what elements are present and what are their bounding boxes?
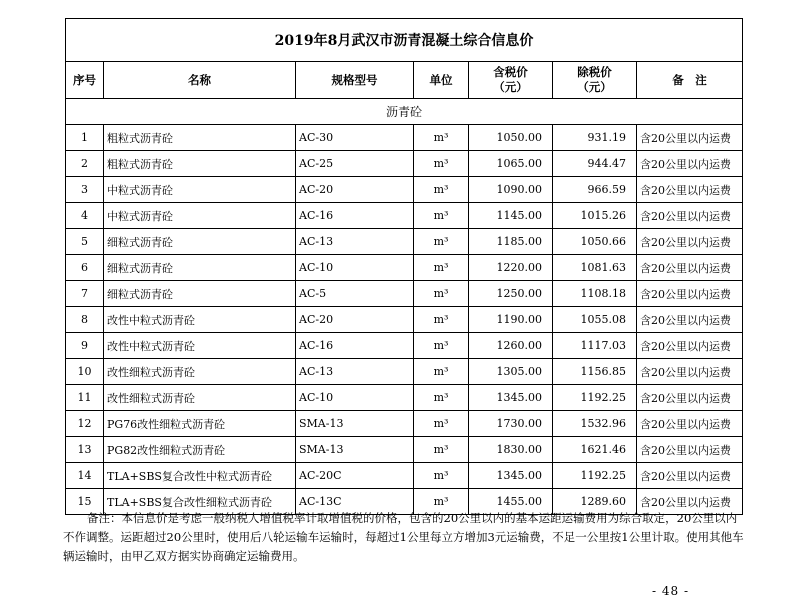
cell-tax-price: 1345.00 [469,385,553,411]
cell-name: 粗粒式沥青砼 [104,125,296,151]
table-row [66,177,743,203]
table-row [66,255,743,281]
cell-pretax-price: 1081.63 [553,255,637,281]
header-tax-price-line2: （元） [493,80,528,94]
header-spec: 规格型号 [296,62,414,99]
cell-pretax-price: 944.47 [553,151,637,177]
cell-no: 15 [66,489,104,515]
cell-remark: 含20公里以内运费 [637,307,743,333]
cell-unit: m³ [414,203,469,229]
category-label: 沥青砼 [66,99,743,125]
cell-spec: SMA-13 [296,437,414,463]
cell-tax-price: 1090.00 [469,177,553,203]
cell-remark: 含20公里以内运费 [637,385,743,411]
cell-name: 改性细粒式沥青砼 [104,359,296,385]
cell-name: PG76改性细粒式沥青砼 [104,411,296,437]
cell-unit: m³ [414,333,469,359]
table-body [66,125,743,515]
cell-no: 7 [66,281,104,307]
cell-pretax-price: 1621.46 [553,437,637,463]
cell-tax-price: 1250.00 [469,281,553,307]
cell-tax-price: 1305.00 [469,359,553,385]
cell-spec: AC-25 [296,151,414,177]
cell-spec: AC-13 [296,229,414,255]
cell-unit: m³ [414,281,469,307]
cell-tax-price: 1830.00 [469,437,553,463]
cell-spec: AC-13 [296,359,414,385]
cell-no: 13 [66,437,104,463]
cell-unit: m³ [414,229,469,255]
cell-pretax-price: 1015.26 [553,203,637,229]
cell-remark: 含20公里以内运费 [637,229,743,255]
cell-spec: AC-10 [296,385,414,411]
cell-remark: 含20公里以内运费 [637,203,743,229]
header-pretax-price-line1: 除税价 [577,65,612,79]
cell-name: 中粒式沥青砼 [104,203,296,229]
cell-spec: AC-20 [296,177,414,203]
cell-spec: AC-10 [296,255,414,281]
header-tax-price [469,62,553,99]
cell-remark: 含20公里以内运费 [637,281,743,307]
cell-remark: 含20公里以内运费 [637,255,743,281]
table-row [66,203,743,229]
cell-spec: AC-13C [296,489,414,515]
header-no: 序号 [66,62,104,99]
cell-pretax-price: 1055.08 [553,307,637,333]
header-remark: 备 注 [637,62,743,99]
header-tax-price-line1: 含税价 [493,65,528,79]
cell-name: 细粒式沥青砼 [104,255,296,281]
cell-no: 14 [66,463,104,489]
cell-unit: m³ [414,307,469,333]
cell-name: TLA+SBS复合改性中粒式沥青砼 [104,463,296,489]
cell-no: 11 [66,385,104,411]
cell-pretax-price: 1108.18 [553,281,637,307]
cell-no: 5 [66,229,104,255]
table-row [66,229,743,255]
cell-name: 改性中粒式沥青砼 [104,307,296,333]
cell-tax-price: 1145.00 [469,203,553,229]
header-pretax-price-line2: （元） [577,80,612,94]
cell-pretax-price: 1289.60 [553,489,637,515]
cell-remark: 含20公里以内运费 [637,151,743,177]
cell-remark: 含20公里以内运费 [637,411,743,437]
cell-pretax-price: 1156.85 [553,359,637,385]
cell-remark: 含20公里以内运费 [637,489,743,515]
table-row [66,333,743,359]
cell-unit: m³ [414,177,469,203]
cell-remark: 含20公里以内运费 [637,437,743,463]
cell-name: 粗粒式沥青砼 [104,151,296,177]
cell-pretax-price: 1050.66 [553,229,637,255]
cell-spec: AC-20 [296,307,414,333]
cell-unit: m³ [414,151,469,177]
price-table [65,18,743,515]
cell-name: 细粒式沥青砼 [104,229,296,255]
cell-no: 8 [66,307,104,333]
table-row [66,411,743,437]
cell-remark: 含20公里以内运费 [637,359,743,385]
cell-pretax-price: 931.19 [553,125,637,151]
table-row [66,125,743,151]
cell-no: 12 [66,411,104,437]
cell-spec: AC-30 [296,125,414,151]
cell-name: 改性中粒式沥青砼 [104,333,296,359]
cell-no: 1 [66,125,104,151]
cell-tax-price: 1190.00 [469,307,553,333]
footnote: 备注：本信息价是考虑一般纳税人增值税率计取增值税的价格，包含的20公里以内的基本运距运输费用为综合取定，20公里以内不作调整。运距超过20公里时，使用后八轮运输车运输时，每超过1公里每立方增加3元运输费，不足一公里按1公里计取。使用其他车辆运输时，由甲乙双方据实协商确定运输费用。 [63,511,744,563]
cell-no: 3 [66,177,104,203]
page-number: - 48 - [652,584,690,598]
header-unit: 单位 [414,62,469,99]
cell-pretax-price: 1192.25 [553,385,637,411]
cell-name: 细粒式沥青砼 [104,281,296,307]
table-row [66,385,743,411]
cell-name: 中粒式沥青砼 [104,177,296,203]
cell-pretax-price: 1192.25 [553,463,637,489]
table-row [66,437,743,463]
cell-unit: m³ [414,489,469,515]
cell-unit: m³ [414,463,469,489]
cell-remark: 含20公里以内运费 [637,177,743,203]
cell-spec: AC-5 [296,281,414,307]
cell-unit: m³ [414,255,469,281]
cell-pretax-price: 1117.03 [553,333,637,359]
cell-tax-price: 1220.00 [469,255,553,281]
cell-tax-price: 1455.00 [469,489,553,515]
table-title: 2019年8月武汉市沥青混凝土综合信息价 [66,19,743,62]
cell-remark: 含20公里以内运费 [637,125,743,151]
cell-tax-price: 1345.00 [469,463,553,489]
cell-unit: m³ [414,125,469,151]
cell-no: 4 [66,203,104,229]
table-row [66,151,743,177]
cell-unit: m³ [414,411,469,437]
cell-no: 2 [66,151,104,177]
cell-unit: m³ [414,385,469,411]
cell-pretax-price: 966.59 [553,177,637,203]
cell-spec: AC-20C [296,463,414,489]
header-name: 名称 [104,62,296,99]
cell-unit: m³ [414,359,469,385]
cell-name: 改性细粒式沥青砼 [104,385,296,411]
table-row [66,463,743,489]
cell-no: 6 [66,255,104,281]
cell-pretax-price: 1532.96 [553,411,637,437]
cell-no: 9 [66,333,104,359]
cell-spec: AC-16 [296,333,414,359]
cell-spec: AC-16 [296,203,414,229]
table-row [66,359,743,385]
cell-name: PG82改性细粒式沥青砼 [104,437,296,463]
cell-no: 10 [66,359,104,385]
cell-tax-price: 1050.00 [469,125,553,151]
cell-remark: 含20公里以内运费 [637,463,743,489]
table-row [66,307,743,333]
cell-tax-price: 1260.00 [469,333,553,359]
cell-spec: SMA-13 [296,411,414,437]
cell-remark: 含20公里以内运费 [637,333,743,359]
header-pretax-price [553,62,637,99]
cell-tax-price: 1065.00 [469,151,553,177]
header-row [66,62,743,99]
cell-tax-price: 1185.00 [469,229,553,255]
cell-tax-price: 1730.00 [469,411,553,437]
cell-name: TLA+SBS复合改性细粒式沥青砼 [104,489,296,515]
table-row [66,281,743,307]
cell-unit: m³ [414,437,469,463]
